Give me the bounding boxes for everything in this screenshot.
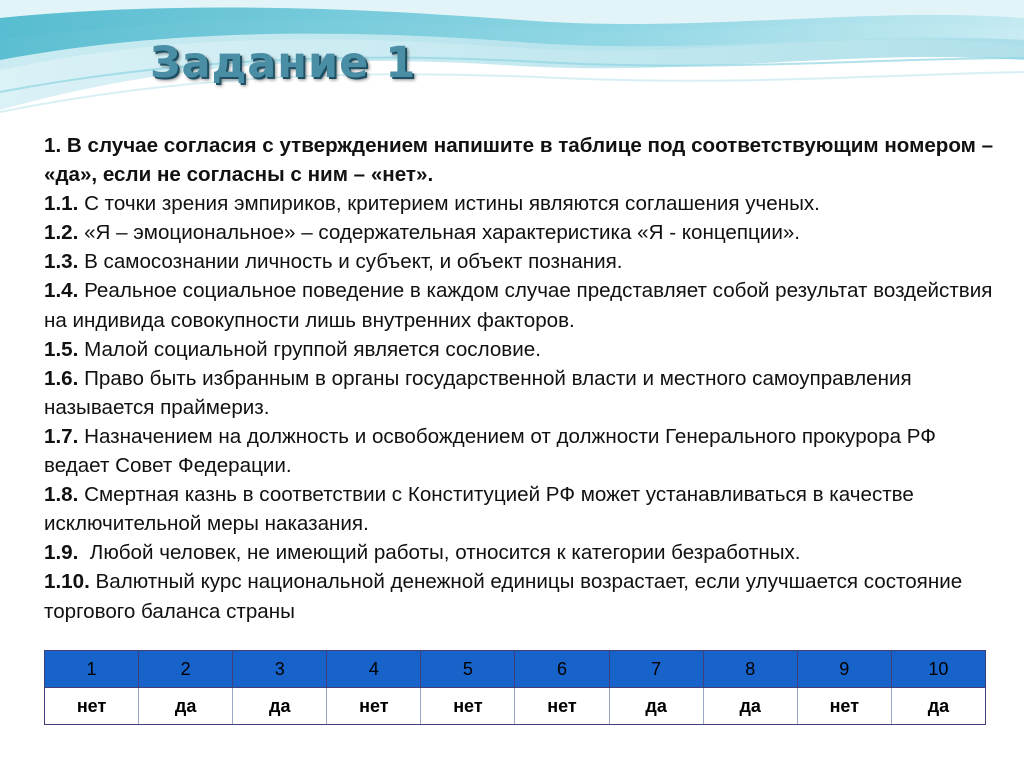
answer-cell-4: нет <box>327 688 421 725</box>
answer-cell-8: да <box>703 688 797 725</box>
answer-cell-9: нет <box>797 688 891 725</box>
statement-text: Право быть избранным в органы государственной власти и местного самоуправления называется праймериз. <box>44 366 912 419</box>
statement-text: Любой человек, не имеющий работы, относится к категории безработных. <box>78 541 801 565</box>
statement-1-7 <box>44 422 994 480</box>
statement-1-4 <box>44 276 994 334</box>
header-cell-9: 9 <box>797 651 891 688</box>
statement-text: Назначением на должность и освобождением от должности Генерального прокурора РФ ведает Совет Федерации. <box>44 424 936 478</box>
statement-text: Реальное социальное поведение в каждом случае представляет собой результат воздействия на индивида совокупности лишь внутренних факторов. <box>44 279 993 332</box>
answer-cell-5: нет <box>421 688 515 725</box>
statement-1-2 <box>44 218 994 247</box>
header-cell-7: 7 <box>609 651 703 688</box>
header-cell-4: 4 <box>327 651 421 688</box>
answers-table <box>44 650 986 725</box>
answer-cell-1: нет <box>45 688 139 725</box>
task-instruction: 1. В случае согласия с утверждением напишите в таблице под соответствующим номером – «да», если не согласны с ним – «нет». <box>44 134 994 187</box>
answer-cell-7: да <box>609 688 703 725</box>
statement-number: 1.2. <box>44 221 79 245</box>
statement-number: 1.4. <box>44 279 79 303</box>
answer-cell-10: да <box>891 688 985 725</box>
statement-number: 1.1. <box>44 192 79 216</box>
statement-number: 1.10. <box>44 570 90 594</box>
statement-text: «Я – эмоциональное» – содержательная характеристика «Я - концепции». <box>78 221 801 245</box>
header-cell-1: 1 <box>45 651 139 688</box>
answer-cell-3: да <box>233 688 327 725</box>
answers-header-row <box>45 651 986 688</box>
statement-number: 1.6. <box>44 366 79 390</box>
statement-number: 1.9. <box>44 541 79 565</box>
header-cell-5: 5 <box>421 651 515 688</box>
answer-cell-6: нет <box>515 688 609 725</box>
statement-number: 1.7. <box>44 424 79 448</box>
statement-1-9 <box>44 538 994 567</box>
statement-1-6 <box>44 364 994 422</box>
statement-1-3 <box>44 247 994 276</box>
statement-1-10 <box>44 567 994 625</box>
answer-cell-2: да <box>139 688 233 725</box>
header-cell-8: 8 <box>703 651 797 688</box>
header-cell-10: 10 <box>891 651 985 688</box>
answers-row <box>45 688 986 725</box>
statement-text: С точки зрения эмпириков, критерием истины являются соглашения ученых. <box>78 192 820 216</box>
slide-title: Задание 1 <box>150 38 417 88</box>
header-cell-2: 2 <box>139 651 233 688</box>
statement-number: 1.3. <box>44 250 79 274</box>
task-content <box>44 131 994 626</box>
header-cell-3: 3 <box>233 651 327 688</box>
statement-number: 1.5. <box>44 337 79 361</box>
statement-text: В самосознании личность и субъект, и объект познания. <box>78 250 623 274</box>
statement-1-5 <box>44 335 994 364</box>
statement-1-8 <box>44 480 994 538</box>
statement-text: Малой социальной группой является сословие. <box>78 337 541 361</box>
statement-text: Смертная казнь в соответствии с Конституцией РФ может устанавливаться в качестве исключительной меры наказания. <box>44 483 914 536</box>
statement-number: 1.8. <box>44 483 79 507</box>
statement-text: Валютный курс национальной денежной единицы возрастает, если улучшается состояние торгового баланса страны <box>44 570 963 623</box>
statement-1-1 <box>44 189 994 218</box>
header-cell-6: 6 <box>515 651 609 688</box>
